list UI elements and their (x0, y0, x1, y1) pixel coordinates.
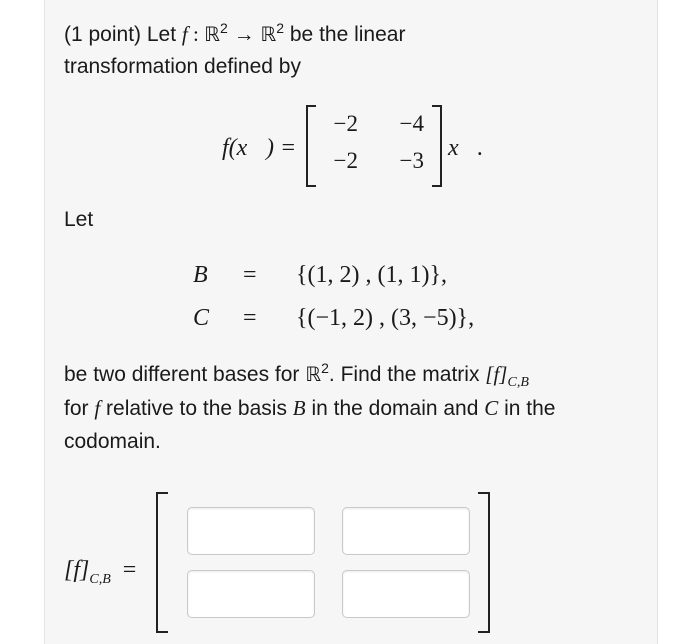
answer-input-22[interactable] (342, 570, 470, 618)
problem-line-2: transformation defined by (64, 55, 301, 78)
exponent-3: 2 (321, 360, 329, 376)
f-symbol: f (181, 22, 188, 46)
definition-rhs: x⃗. (448, 135, 484, 161)
matrix-cell-11: −2 (333, 111, 358, 136)
answer-left-bracket (156, 492, 168, 633)
definition-lhs: f(x⃗) = (222, 135, 297, 161)
answer-input-11[interactable] (187, 507, 315, 555)
matrix-cell-12: −4 (399, 111, 424, 136)
basis-C-symbol: C (193, 305, 210, 331)
matrix-right-bracket (432, 105, 442, 187)
matrix-symbol: [f] (485, 362, 508, 386)
answer-equals: = (122, 557, 137, 583)
f-symbol-2: f (94, 396, 101, 420)
basis-B-symbol: B (193, 262, 208, 288)
answer-label-subscript: C,B (89, 571, 111, 587)
answer-input-12[interactable] (342, 507, 470, 555)
q2-suffix: in the (498, 397, 556, 420)
arrow: → (227, 23, 261, 46)
let-label: Let (64, 208, 94, 231)
basis-C-ref: C (484, 396, 499, 420)
basis-B-ref: B (292, 396, 306, 420)
problem-line-1 (64, 18, 405, 51)
matrix-subscript: C,B (507, 375, 529, 391)
basis-B-value: {(1, 2) , (1, 1)}, (296, 262, 448, 288)
basis-C-value: {(−1, 2) , (3, −5)}, (296, 305, 475, 331)
basis-C-equals: = (243, 305, 257, 331)
question-line-3: codomain. (64, 430, 161, 453)
q1-mid: . Find the matrix (328, 363, 486, 386)
basis-B-equals: = (243, 262, 257, 288)
colon: : (187, 22, 205, 46)
answer-label (64, 554, 136, 586)
intro-prefix: (1 point) Let (64, 23, 182, 46)
matrix-cell-21: −2 (333, 148, 358, 173)
matrix-cell-22: −3 (399, 148, 424, 173)
intro-suffix: be the linear (284, 23, 406, 46)
matrix-left-bracket (306, 105, 316, 187)
q2-mid2: in the domain and (305, 397, 485, 420)
q2-prefix: for (64, 397, 95, 420)
reals-symbol: ℝ (204, 22, 220, 46)
reals-symbol-3: ℝ (305, 362, 322, 386)
answer-right-bracket (478, 492, 490, 633)
question-line-1 (64, 358, 529, 391)
q2-mid: relative to the basis (100, 397, 293, 420)
answer-label-symbol: [f] (64, 557, 90, 583)
reals-symbol-2: ℝ (260, 22, 277, 46)
question-line-2 (64, 392, 555, 425)
exponent-2: 2 (276, 20, 285, 36)
answer-input-21[interactable] (187, 570, 315, 618)
exponent: 2 (219, 20, 228, 36)
q1-prefix: be two different bases for (64, 363, 306, 386)
